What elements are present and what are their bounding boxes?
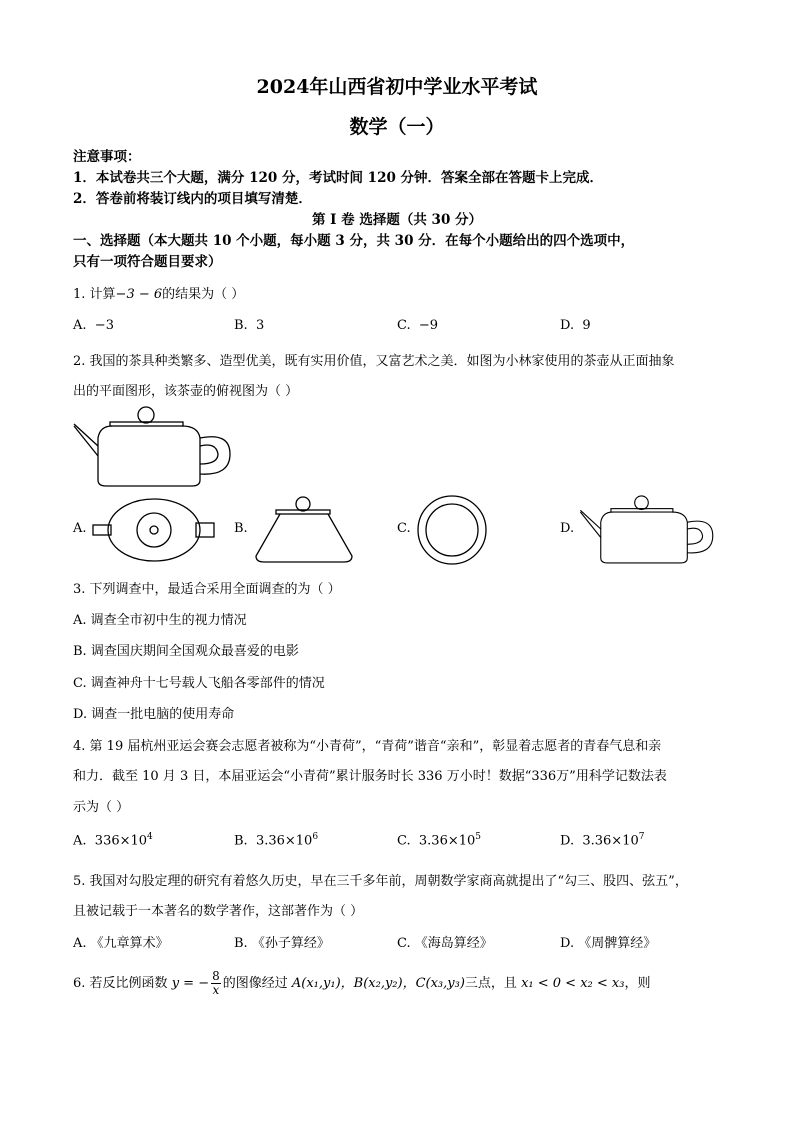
question-5-option-a[interactable]: A. 《九章算术》 [73,936,169,951]
notes-heading: 注意事项： [73,149,141,165]
teapot-ring-view-option-c[interactable] [414,492,490,568]
note-item-2: 2．答卷前将装订线内的项目填写清楚． [73,191,312,207]
section-instructions-2: 只有一项符合题目要求） [73,254,222,270]
question-6-fraction: $\frac{8}{x}$ [212,969,220,997]
teapot-front-view-figure [70,402,235,490]
question-6-suffix: ，则 [624,976,651,991]
teapot-front-view-option-d[interactable] [577,490,717,568]
question-1-option-d[interactable]: D. 9 [560,318,591,333]
question-5-option-c[interactable]: C. 《海岛算经》 [397,936,493,951]
question-1-stem [73,283,244,302]
section-title: 第 I 卷 选择题（共 30 分） [311,212,483,228]
question-1-expr: −3 − 6 [115,287,163,302]
question-6-condition: x₁ < 0 < x₂ < x₃ [521,976,625,991]
question-4-line-1: 4. 第 19 届杭州亚运会赛会志愿者被称为“小青荷”，“青荷”谐音“亲和”，彰显着志愿者的青春气息和亲 [73,739,662,754]
question-1-prefix: 1. 计算 [73,287,116,302]
question-2-option-c-label[interactable]: C. [397,521,411,536]
question-6-lhs: y = − [171,976,210,991]
question-4-option-a[interactable]: A. $336\times 10^4$ [73,832,153,849]
exam-subtitle: 数学（一） [349,116,445,138]
question-4-option-d[interactable]: D. $3.36\times 10^7$ [560,832,645,849]
question-2-line-1: 2. 我国的茶具种类繁多、造型优美，既有实用价值，又富艺术之美．如图为小林家使用的茶壶从正面抽象 [73,354,675,369]
question-2-line-2: 出的平面图形，该茶壶的俯视图为（ ） [73,384,299,399]
question-6-stem [73,970,650,997]
question-1-option-b[interactable]: B. 3 [234,318,265,333]
question-6-cond-prefix: 三点，且 [464,976,517,991]
question-5-option-d[interactable]: D. 《周髀算经》 [560,936,657,951]
section-instructions-1: 一、选择题（本大题共 10 个小题，每小题 3 分，共 30 分．在每个小题给出的四个选项中， [73,233,635,249]
question-6-points: A(x₁,y₁)，B(x₂,y₂)，C(x₃,y₃) [291,976,465,991]
teapot-side-view-option-b[interactable] [250,490,360,568]
question-1-suffix: 的结果为（ ） [162,287,245,302]
teapot-top-view-option-a[interactable] [88,495,218,565]
question-3-option-b[interactable]: B. 调查国庆期间全国观众最喜爱的电影 [73,644,299,659]
question-5-line-1: 5. 我国对勾股定理的研究有着悠久历史，早在三千多年前，周朝数学家商高就提出了“勾三、股四、弦五”， [73,874,688,889]
question-4-option-c[interactable]: C. $3.36\times 10^5$ [397,832,482,849]
question-2-option-d-label[interactable]: D. [560,521,575,536]
question-5-option-b[interactable]: B. 《孙子算经》 [234,936,330,951]
exam-title: 2024年山西省初中学业水平考试 [256,76,538,98]
question-4-line-3: 示为（ ） [73,800,130,815]
question-3-option-a[interactable]: A. 调查全市初中生的视力情况 [73,613,247,628]
question-3-option-d[interactable]: D. 调查一批电脑的使用寿命 [73,707,235,722]
question-5-line-2: 且被记载于一本著名的数学著作，这部著作为（ ） [73,904,364,919]
question-2-option-a-label[interactable]: A. [73,521,87,536]
question-4-option-b[interactable]: B. $3.36\times 10^6$ [234,832,319,849]
question-3-stem: 3. 下列调查中，最适合采用全面调查的为（ ） [73,582,341,597]
question-6-mid: 的图像经过 [222,976,288,991]
question-4-line-2: 和力．截至 10 月 3 日，本届亚运会“小青荷”累计服务时长 336 万小时！数据“336万”用科学记数法表 [73,769,667,784]
question-2-option-b-label[interactable]: B. [234,521,248,536]
note-item-1: 1．本试卷共三个大题，满分 120 分，考试时间 120 分钟．答案全部在答题卡上完成． [73,170,604,186]
question-6-prefix: 6. 若反比例函数 [73,976,168,991]
question-1-option-a[interactable]: A. −3 [73,318,114,333]
question-1-option-c[interactable]: C. −9 [397,318,439,333]
question-3-option-c[interactable]: C. 调查神舟十七号载人飞船各零部件的情况 [73,676,325,691]
